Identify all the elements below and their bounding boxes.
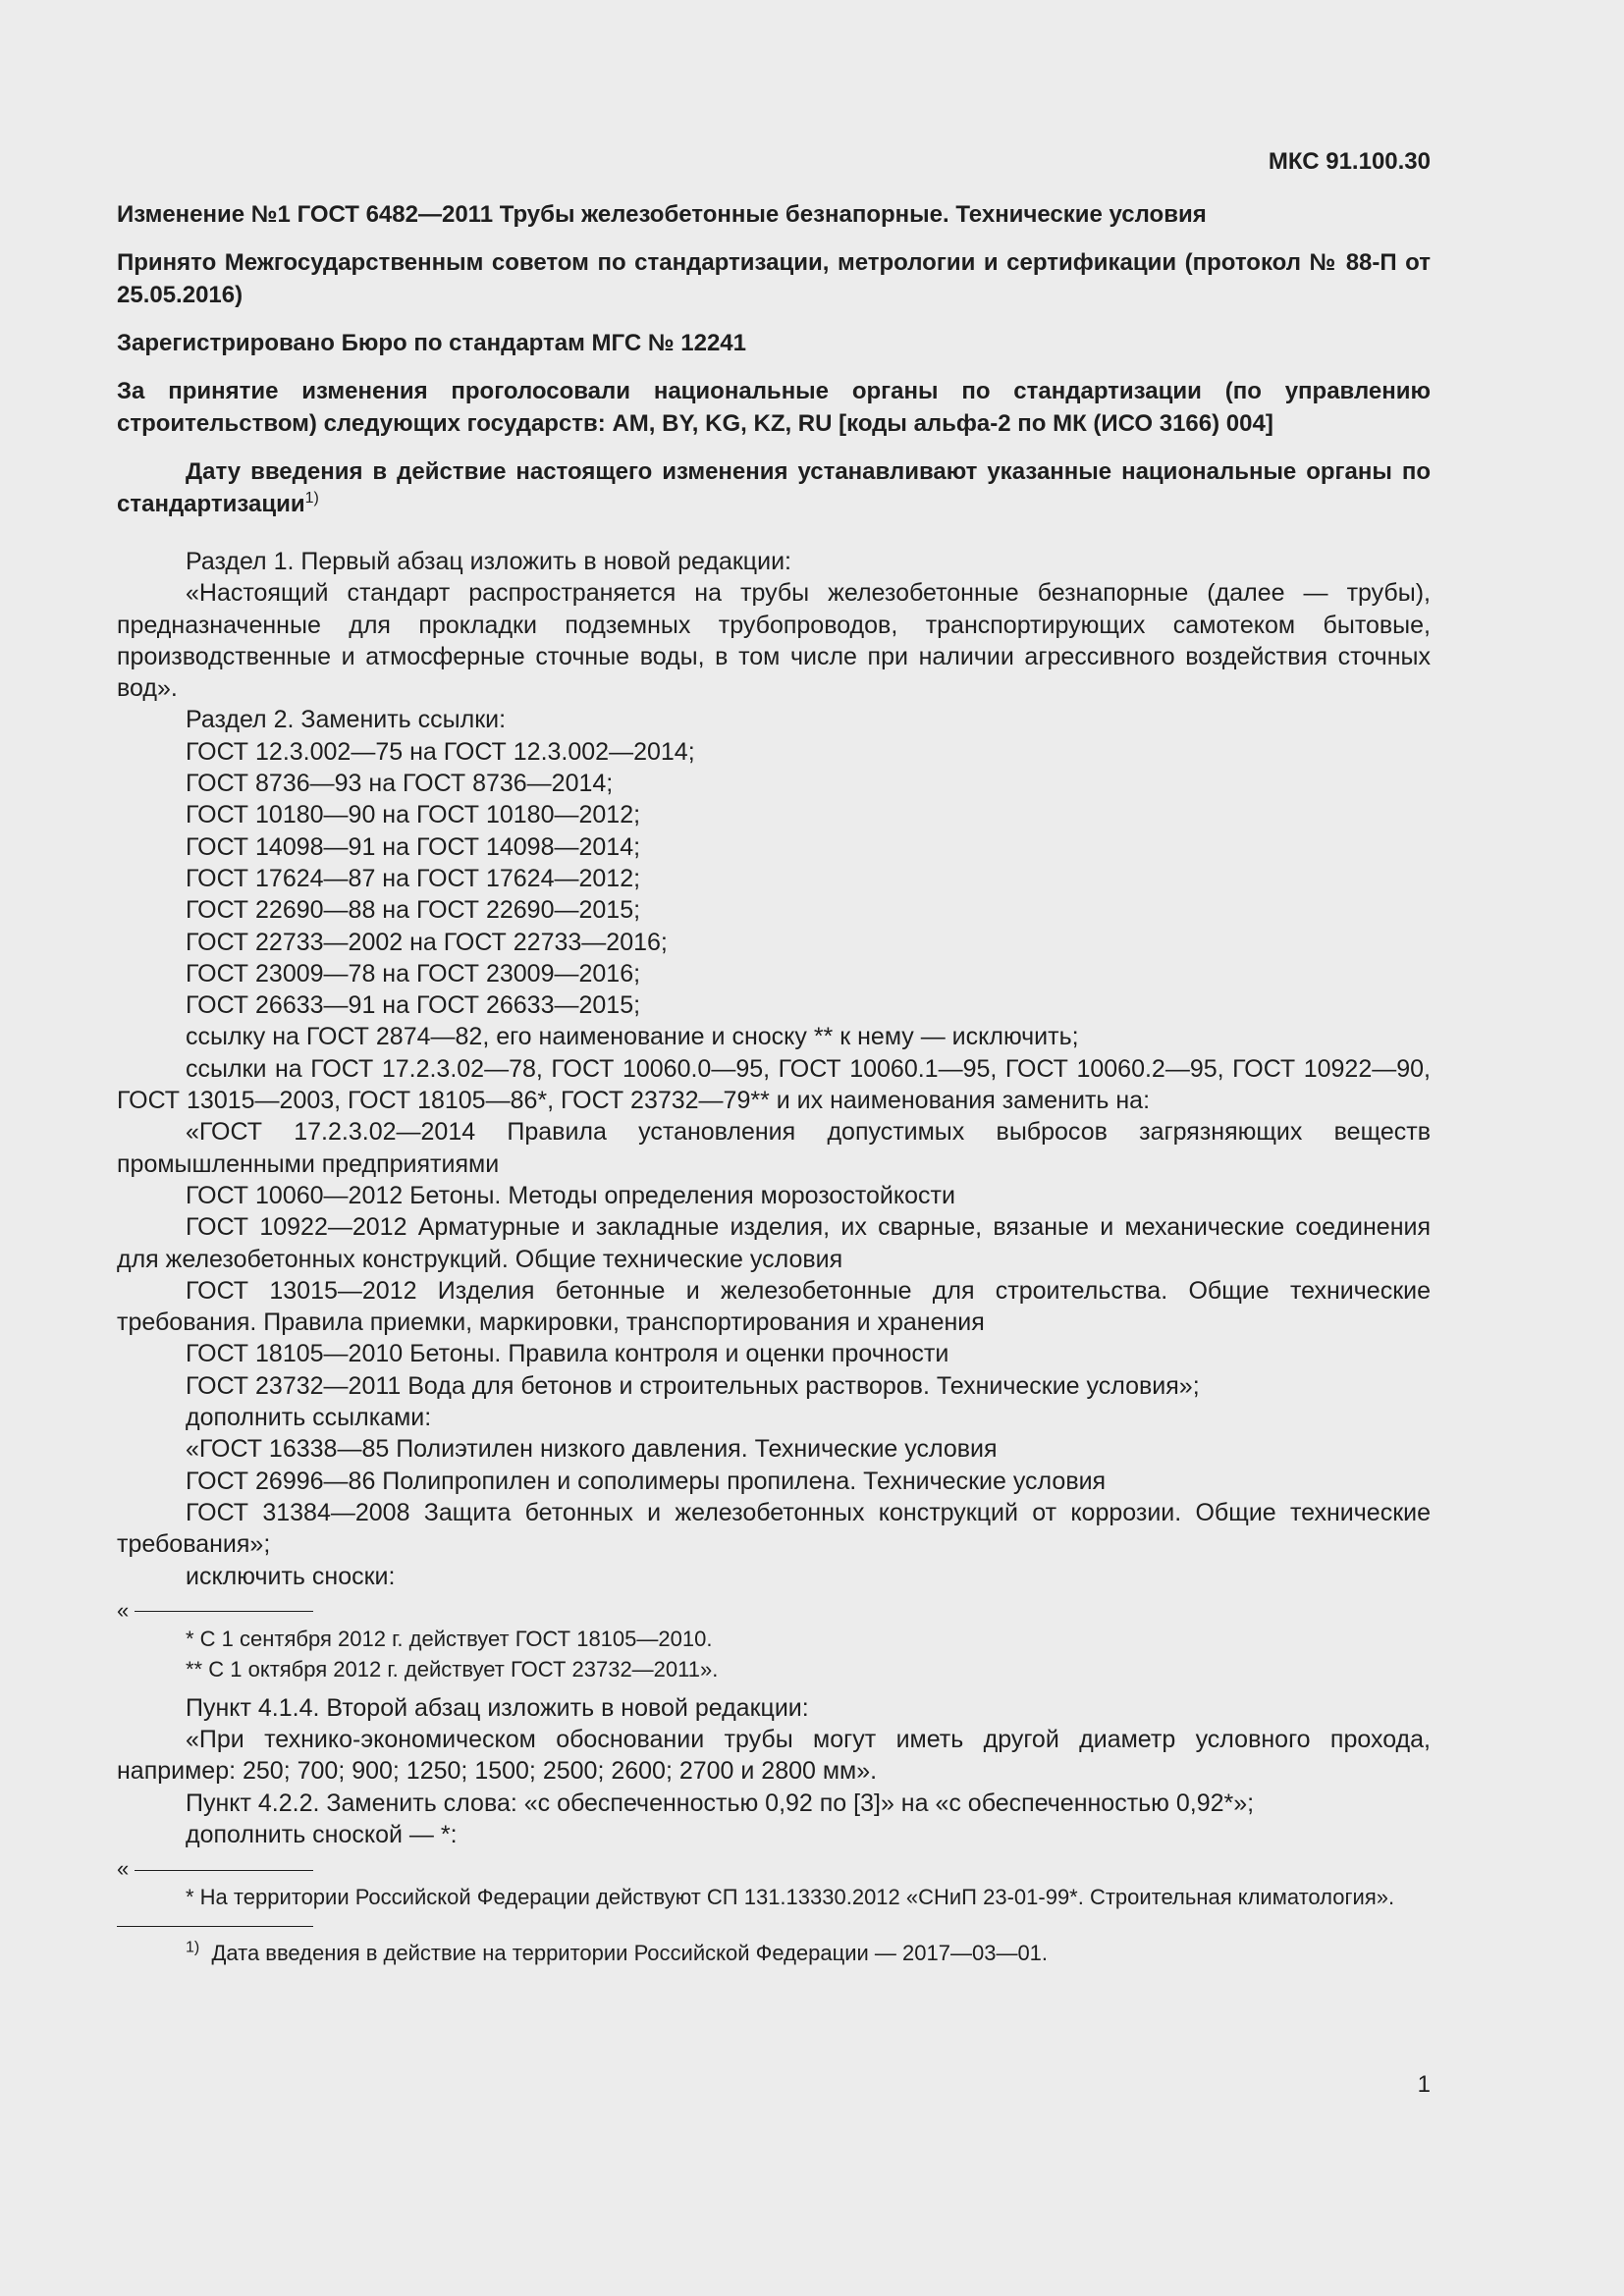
p422-heading: Пункт 4.2.2. Заменить слова: «с обеспеченностью 0,92 по [3]» на «с обеспеченностью 0,92*»; [186,1789,1255,1817]
added-ref: ГОСТ 26996—86 Полипропилен и сополимеры пропилена. Технические условия [186,1467,1107,1495]
voting-statement: За принятие изменения проголосовали национальные органы по стандартизации (по управлению строительством) следующих государств: AM, BY, KG, KZ, RU [коды альфа-2 по МК (ИСО 3166) 004] [117,378,1431,437]
refs-replace-statement: ссылки на ГОСТ 17.2.3.02—78, ГОСТ 10060.0—95, ГОСТ 10060.1—95, ГОСТ 10060.2—95, ГОСТ 10922—90, ГОСТ 13015—2003, ГОСТ 18105—86*, ГОСТ 23732—79** и их наименования заменить на: [117,1054,1431,1115]
added-footnote: * На территории Российской Федерации действуют СП 131.13330.2012 «СНиП 23-01-99*. Строительная климатология». [186,1885,1395,1910]
footnote-rule [135,1611,313,1612]
ref-replacement: ГОСТ 12.3.002—75 на ГОСТ 12.3.002—2014; [186,737,695,766]
new-ref: «ГОСТ 17.2.3.02—2014 Правила установления допустимых выбросов загрязняющих веществ промышленными предприятиями [117,1118,1431,1178]
exclude-footnotes-heading: исключить сноски: [186,1562,396,1590]
page-footnote [117,1939,1431,1968]
ref-replacement: ГОСТ 22733—2002 на ГОСТ 22733—2016; [186,928,668,956]
footnote-separator-line [117,1856,1431,1882]
ref-exclusion: ссылку на ГОСТ 2874—82, его наименование и сноску ** к нему — исключить; [186,1023,1079,1051]
section1-heading: Раздел 1. Первый абзац изложить в новой редакции: [186,548,791,575]
footnote-rule [135,1870,313,1871]
footnote-ref: 1) [304,490,319,507]
new-ref: ГОСТ 10922—2012 Арматурные и закладные изделия, их сварные, вязаные и механические соединения для железобетонных конструкций. Общие технические условия [117,1213,1431,1273]
page-footnote-text: Дата введения в действие на территории Российской Федерации — 2017—03—01. [211,1941,1049,1966]
ref-replacement: ГОСТ 23009—78 на ГОСТ 23009—2016; [186,959,641,988]
ref-replacement: ГОСТ 22690—88 на ГОСТ 22690—2015; [186,896,641,925]
new-ref: ГОСТ 23732—2011 Вода для бетонов и строительных растворов. Технические условия»; [186,1371,1200,1400]
quote-mark: « [117,1597,130,1623]
quote-mark: « [117,1856,130,1882]
new-ref: ГОСТ 18105—2010 Бетоны. Правила контроля и оценки прочности [186,1340,949,1368]
removed-footnote: ** С 1 октября 2012 г. действует ГОСТ 23732—2011». [186,1656,719,1682]
removed-footnote: * С 1 сентября 2012 г. действует ГОСТ 18105—2010. [186,1626,713,1651]
effective-date-statement [117,455,1431,520]
added-ref: «ГОСТ 16338—85 Полиэтилен низкого давления. Технические условия [186,1435,998,1464]
removed-footnotes-block [117,1598,1431,1684]
added-footnote-block [117,1856,1431,1912]
page-content [117,145,1431,1968]
ref-replacement: ГОСТ 26633—91 на ГОСТ 26633—2015; [186,991,641,1020]
ref-replacement: ГОСТ 14098—91 на ГОСТ 14098—2014; [186,832,641,861]
new-ref: ГОСТ 13015—2012 Изделия бетонные и железобетонные для строительства. Общие технические требования. Правила приемки, маркировки, транспортирования и хранения [117,1276,1431,1337]
new-ref: ГОСТ 10060—2012 Бетоны. Методы определения морозостойкости [186,1181,955,1209]
ref-replacement: ГОСТ 8736—93 на ГОСТ 8736—2014; [186,770,614,798]
section2-heading: Раздел 2. Заменить ссылки: [186,706,507,734]
ref-replacement: ГОСТ 10180—90 на ГОСТ 10180—2012; [186,801,641,829]
added-ref: ГОСТ 31384—2008 Защита бетонных и железобетонных конструкций от коррозии. Общие технические требования»; [117,1498,1431,1559]
effective-date-text: Дату введения в действие настоящего изменения устанавливают указанные национальные органы по стандартизации [117,458,1431,517]
p422-add-footnote: дополнить сноской — *: [186,1820,458,1848]
p414-text: «При технико-экономическом обосновании трубы могут иметь другой диаметр условного прохода, например: 250; 700; 900; 1250; 1500; 2500; 2600; 2700 и 2800 мм». [117,1726,1431,1786]
footnote-separator-line [117,1598,1431,1624]
page-number: 1 [1417,2071,1431,2098]
page-footnote-marker: 1) [186,1939,200,1956]
registration-statement: Зарегистрировано Бюро по стандартам МГС № 12241 [117,330,746,356]
adopted-statement: Принято Межгосударственным советом по стандартизации, метрологии и сертификации (протокол № 88-П от 25.05.2016) [117,249,1431,308]
ref-replacement: ГОСТ 17624—87 на ГОСТ 17624—2012; [186,864,641,892]
add-refs-heading: дополнить ссылками: [186,1404,432,1432]
amendment-title: Изменение №1 ГОСТ 6482—2011 Трубы железобетонные безнапорные. Технические условия [117,201,1207,228]
amendment-body [117,546,1431,1912]
mks-code: МКС 91.100.30 [1268,148,1431,175]
footnote-divider [117,1926,313,1927]
p414-heading: Пункт 4.1.4. Второй абзац изложить в новой редакции: [186,1693,809,1722]
section1-text: «Настоящий стандарт распространяется на трубы железобетонные безнапорные (далее — трубы), предназначенные для прокладки подземных трубопроводов, транспортирующих самотеком бытовые, производственные и атмосферные сточные воды, в том числе при наличии агрессивного воздействия сточных вод». [117,579,1431,703]
